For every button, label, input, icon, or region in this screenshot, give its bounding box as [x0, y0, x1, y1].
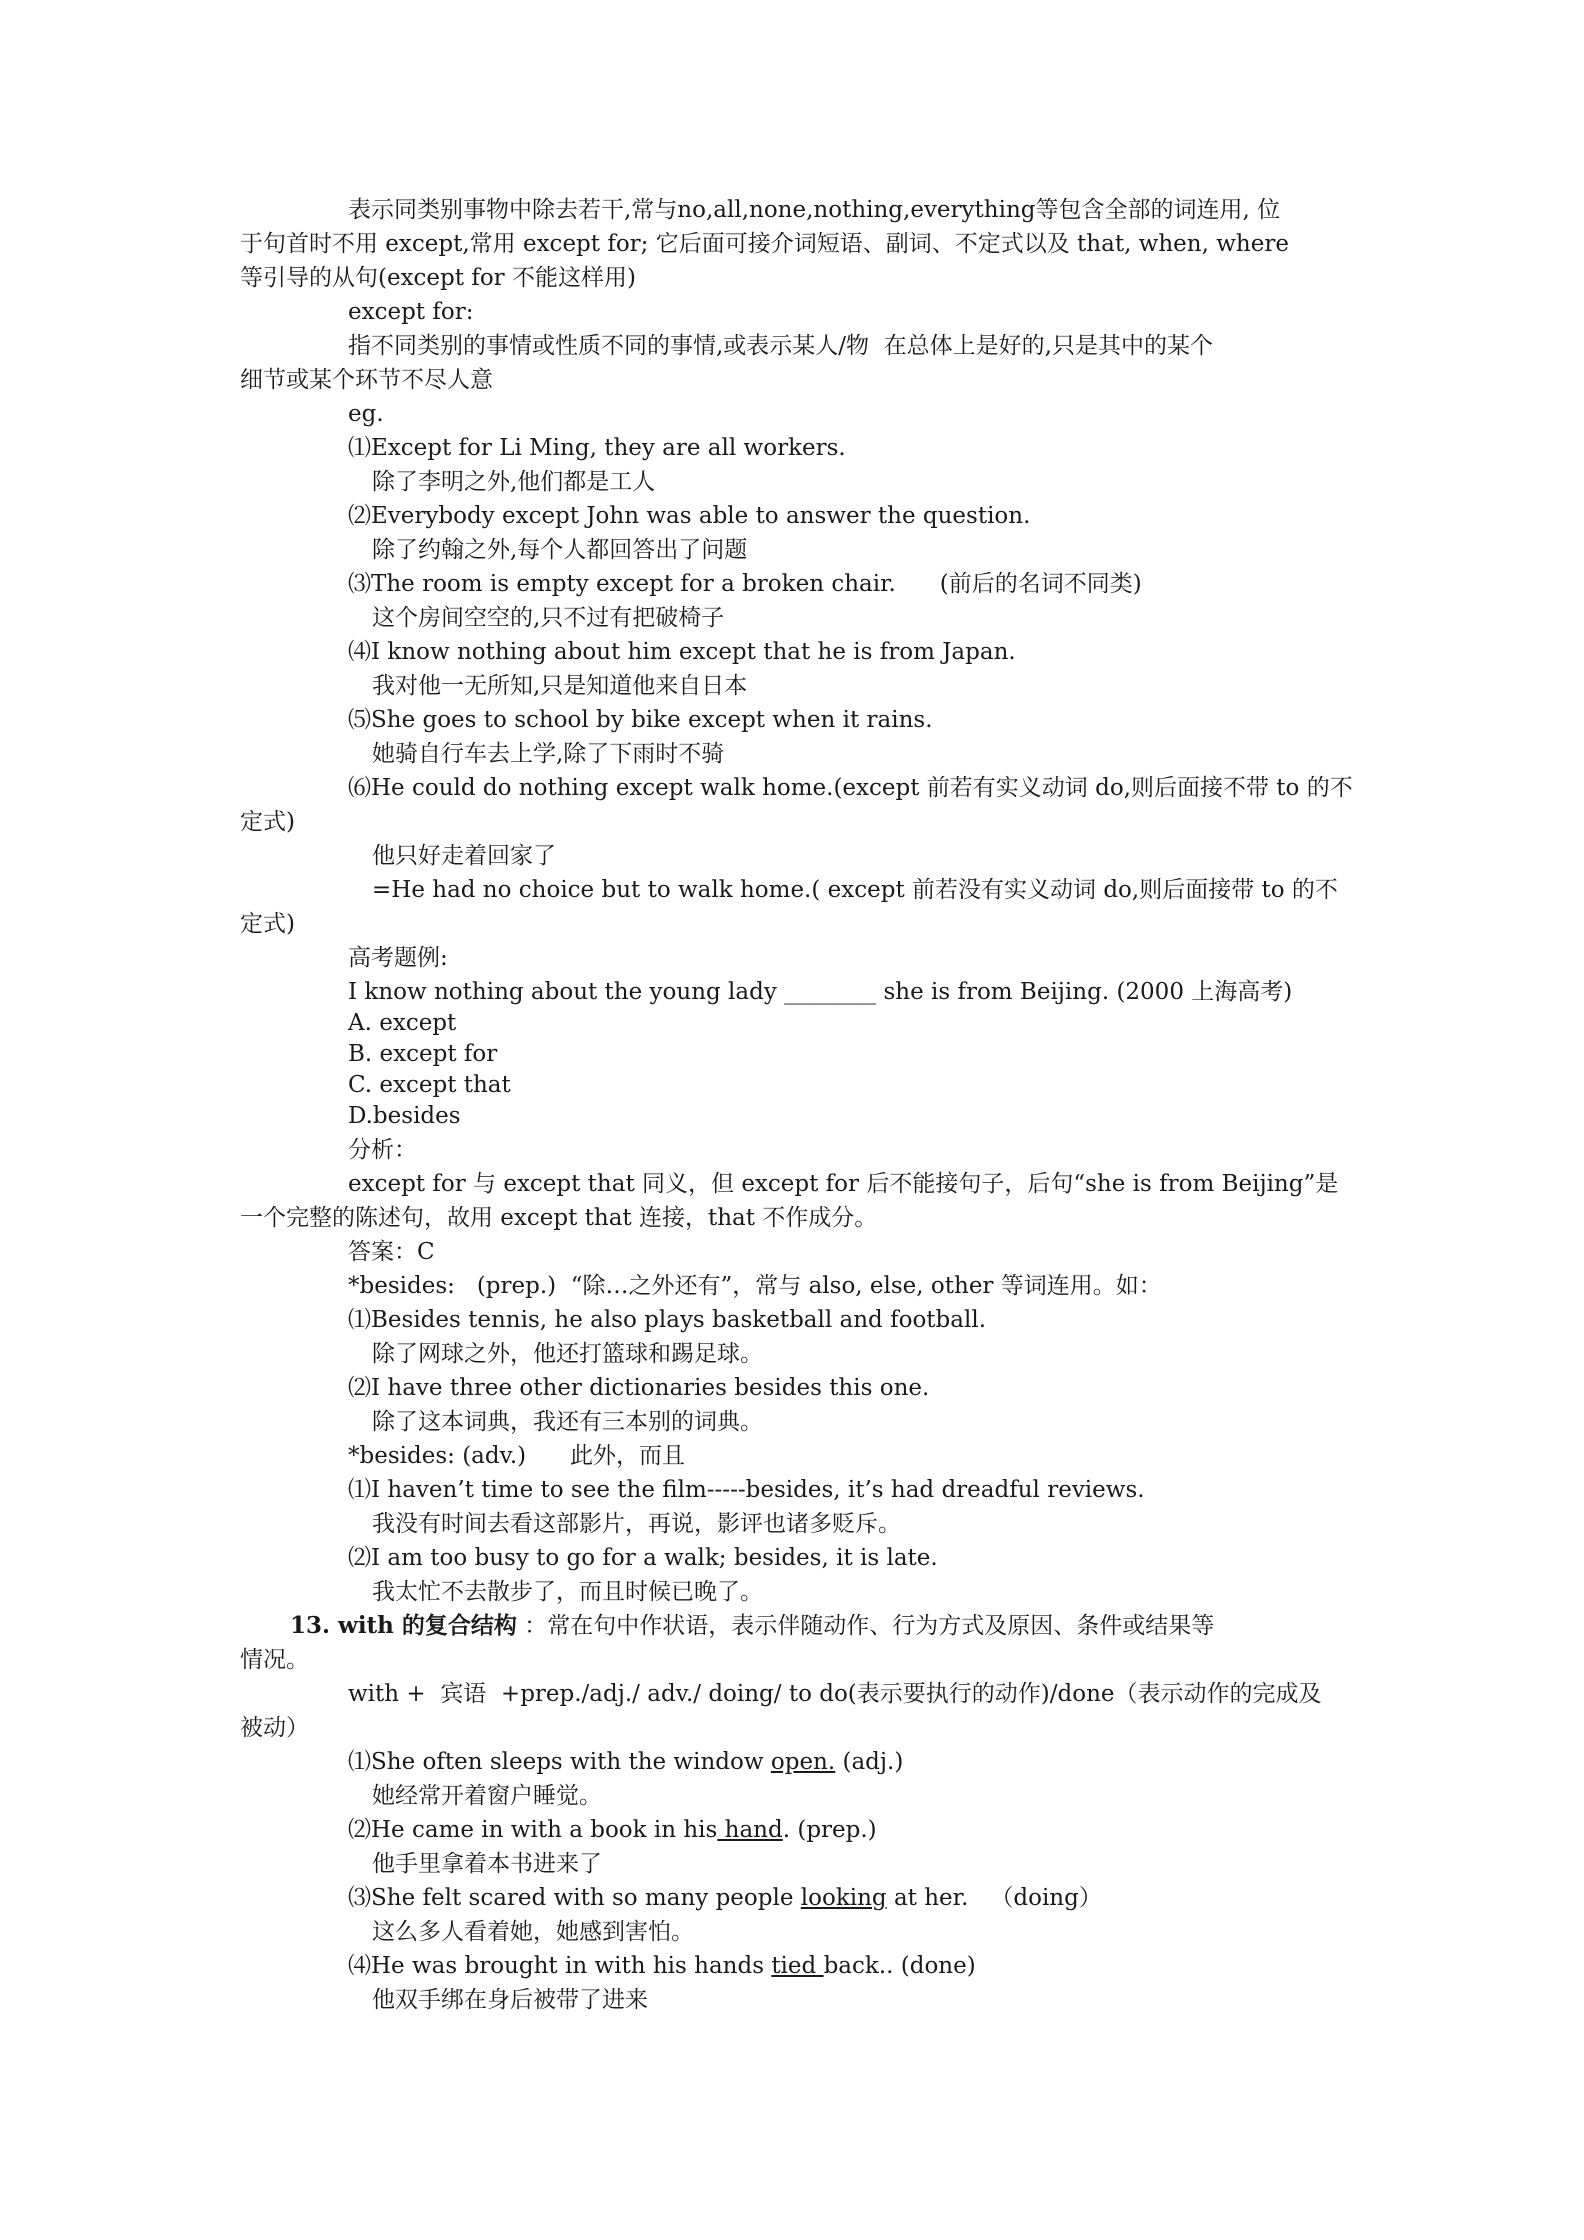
besides-prep-ex1-zh: 除了网球之外，他还打篮球和踢足球。: [372, 1341, 763, 1367]
exam-option-c: C. except that: [348, 1072, 511, 1098]
analysis-line-1: except for 与 except that 同义，但 except for 后不能接句子，后句“she is from Beijing”是: [348, 1171, 1339, 1197]
with-ex4-zh: 他双手绑在身后被带了进来: [372, 1987, 648, 2013]
besides-adv-ex1-zh: 我没有时间去看这部影片，再说，影评也诸多贬斥。: [372, 1511, 901, 1537]
with-section-desc-cont: 情况。: [240, 1647, 309, 1673]
besides-prep-ex1-en: ⑴Besides tennis, he also plays basketball and football.: [348, 1307, 987, 1333]
example-2-en: ⑵Everybody except John was able to answer the question.: [348, 503, 1031, 529]
besides-prep-ex2-zh: 除了这本词典，我还有三本别的词典。: [372, 1409, 763, 1435]
exam-option-d: D.besides: [348, 1103, 461, 1129]
except-for-heading: except for:: [348, 299, 474, 325]
with-ex3-pre: ⑶She felt scared with so many people: [348, 1885, 801, 1911]
example-6-en: ⑹He could do nothing except walk home.(except 前若有实义动词 do,则后面接不带 to 的不: [348, 775, 1353, 801]
example-1-zh: 除了李明之外,他们都是工人: [372, 469, 656, 495]
with-ex2-en: [348, 1813, 877, 1847]
analysis-line-2: 一个完整的陈述句，故用 except that 连接，that 不作成分。: [240, 1205, 878, 1231]
example-3-zh: 这个房间空空的,只不过有把破椅子: [372, 605, 725, 631]
besides-adv-ex2-zh: 我太忙不去散步了，而且时候已晚了。: [372, 1579, 763, 1605]
with-ex2-post: . (prep.): [782, 1817, 877, 1843]
except-for-definition-2: 细节或某个环节不尽人意: [240, 367, 493, 393]
besides-adv-heading: *besides: (adv.) 此外，而且: [348, 1443, 686, 1469]
with-formula-2: 被动）: [240, 1715, 309, 1741]
with-ex4-pre: ⑷He was brought in with his hands: [348, 1953, 772, 1979]
intro-line-3: 等引导的从句(except for 不能这样用): [240, 265, 636, 291]
besides-adv-ex2-en: ⑵I am too busy to go for a walk; besides, it is late.: [348, 1545, 938, 1571]
exam-option-a: A. except: [348, 1010, 457, 1036]
besides-adv-ex1-en: ⑴I haven’t time to see the film-----besides, it’s had dreadful reviews.: [348, 1477, 1145, 1503]
example-6-en-cont: 定式): [240, 809, 295, 835]
with-section-desc: ：常在句中作状语，表示伴随动作、行为方式及原因、条件或结果等: [516, 1613, 1215, 1639]
except-for-definition-1: 指不同类别的事情或性质不同的事情,或表示某人/物 在总体上是好的,只是其中的某个: [348, 333, 1213, 359]
analysis-label: 分析：: [348, 1137, 417, 1163]
exam-option-b: B. except for: [348, 1041, 498, 1067]
with-section-title: 13. with 的复合结构: [290, 1612, 517, 1639]
example-6-alt: =He had no choice but to walk home.( except 前若没有实义动词 do,则后面接带 to 的不: [372, 877, 1338, 903]
with-ex3-post: at her. （doing）: [886, 1885, 1102, 1911]
with-ex1-en: [348, 1745, 903, 1779]
exam-question: I know nothing about the young lady ________ she is from Beijing. (2000 上海高考): [348, 979, 1293, 1005]
with-ex3-en: [348, 1881, 1102, 1915]
with-ex2-zh: 他手里拿着本书进来了: [372, 1851, 602, 1877]
answer: 答案：C: [348, 1239, 435, 1265]
with-formula-1: with + 宾语 +prep./adj./ adv./ doing/ to do(表示要执行的动作)/done（表示动作的完成及: [348, 1681, 1322, 1707]
example-2-zh: 除了约翰之外,每个人都回答出了问题: [372, 537, 748, 563]
example-4-en: ⑷I know nothing about him except that he is from Japan.: [348, 639, 1016, 665]
with-ex1-post: (adj.): [835, 1749, 904, 1775]
besides-prep-ex2-en: ⑵I have three other dictionaries besides this one.: [348, 1375, 930, 1401]
example-5-zh: 她骑自行车去上学,除了下雨时不骑: [372, 741, 725, 767]
with-ex1-zh: 她经常开着窗户睡觉。: [372, 1783, 602, 1809]
example-5-en: ⑸She goes to school by bike except when it rains.: [348, 707, 933, 733]
with-ex4-post: back.. (done): [823, 1953, 976, 1979]
intro-line-2: 于句首时不用 except,常用 except for; 它后面可接介词短语、副词、不定式以及 that, when, where: [240, 231, 1289, 257]
with-ex2-pre: ⑵He came in with a book in his: [348, 1817, 718, 1843]
example-4-zh: 我对他一无所知,只是知道他来自日本: [372, 673, 748, 699]
eg-label: eg.: [348, 401, 384, 427]
exam-heading: 高考题例:: [348, 945, 448, 971]
example-1-en: ⑴Except for Li Ming, they are all workers.: [348, 435, 846, 461]
with-ex1-pre: ⑴She often sleeps with the window: [348, 1749, 771, 1775]
with-ex3-underlined: looking: [800, 1885, 887, 1911]
with-ex3-zh: 这么多人看着她，她感到害怕。: [372, 1919, 694, 1945]
besides-prep-heading: *besides: (prep.) “除…之外还有”，常与 also, else, other 等词连用。如：: [348, 1273, 1162, 1299]
intro-line-1: 表示同类别事物中除去若干,常与no,all,none,nothing,everything等包含全部的词连用, 位: [348, 197, 1281, 223]
with-ex4-en: [348, 1949, 976, 1983]
with-ex1-underlined: open.: [770, 1749, 836, 1775]
example-3-en: ⑶The room is empty except for a broken chair. (前后的名词不同类): [348, 571, 1142, 597]
with-ex2-underlined: hand: [717, 1817, 783, 1843]
with-ex4-underlined: tied: [771, 1953, 824, 1979]
example-6-zh: 他只好走着回家了: [372, 843, 556, 869]
with-section-line-1: [290, 1609, 1214, 1643]
example-6-alt-cont: 定式): [240, 911, 295, 937]
